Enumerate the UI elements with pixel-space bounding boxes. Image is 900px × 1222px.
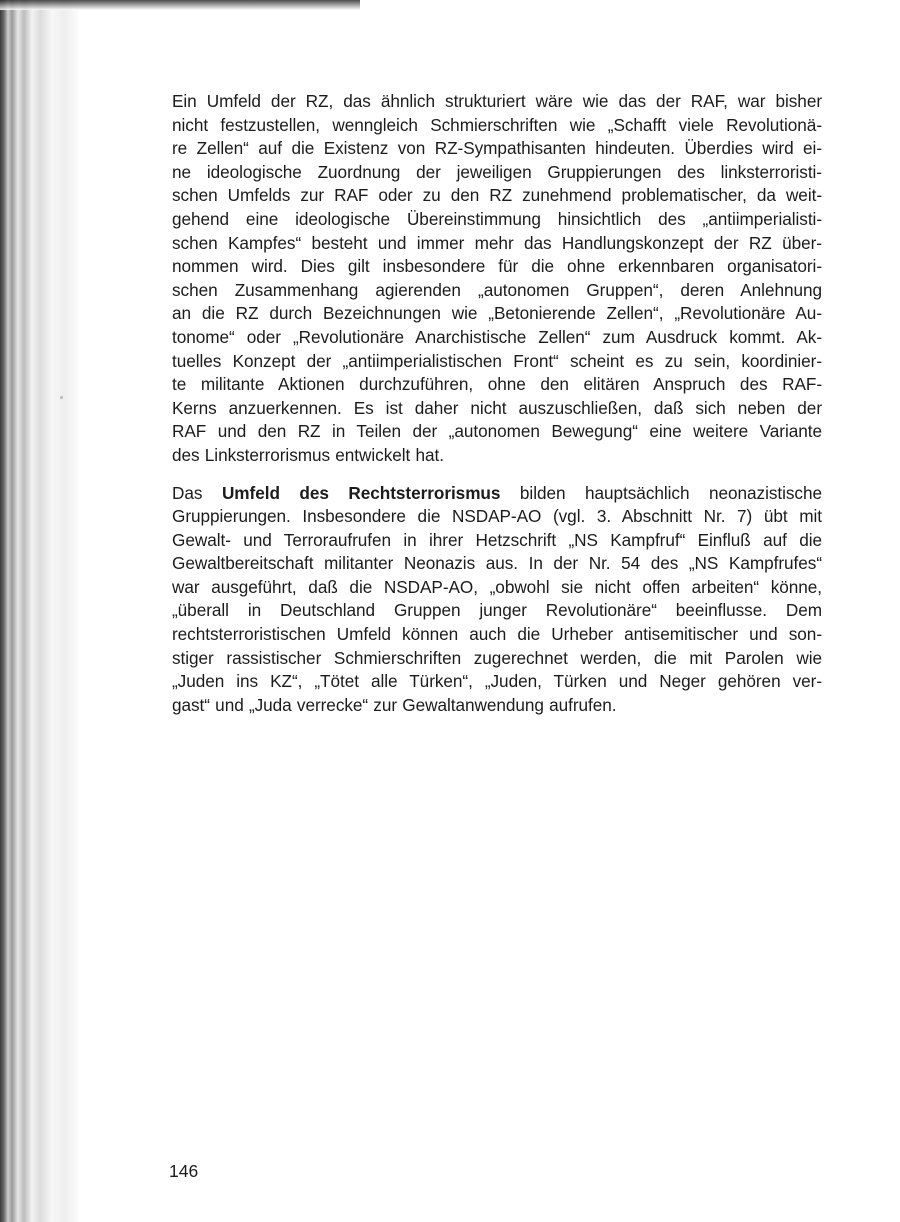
- text-line: Ein Umfeld der RZ, das ähnlich strukturiert wäre wie das der RAF, war bisher: [172, 91, 822, 111]
- text-line: des Linksterrorismus entwickelt hat.: [172, 444, 444, 465]
- text-line: Gewalt- und Terroraufrufen in ihrer Hetzschrift „NS Kampfruf“ Einfluß auf die: [172, 529, 822, 550]
- page-body: [172, 90, 822, 717]
- text-line: tonome“ oder „Revolutionäre Anarchistische Zellen“ zum Ausdruck kommt. Ak-: [172, 326, 822, 347]
- scan-top-edge: [0, 0, 360, 10]
- text-line: RAF und den RZ in Teilen der „autonomen Bewegung“ eine weitere Variante: [172, 421, 822, 442]
- text-line: tuelles Konzept der „antiimperialistischen Front“ scheint es zu sein, koordinier-: [172, 350, 822, 371]
- text-line: gehend eine ideologische Übereinstimmung hinsichtlich des „antiimperialisti-: [172, 208, 822, 229]
- inline-text: bilden hauptsächlich neonazistische: [500, 482, 822, 503]
- text-line: gast“ und „Juda verrecke“ zur Gewaltanwendung aufrufen.: [172, 694, 617, 715]
- text-line: „überall in Deutschland Gruppen junger Revolutionäre“ beeinflusse. Dem: [172, 600, 822, 621]
- text-line: ne ideologische Zuordnung der jeweiligen Gruppierungen des linksterroristi-: [172, 161, 822, 182]
- text-line: „Juden ins KZ“, „Tötet alle Türken“, „Juden, Türken und Neger gehören ver-: [172, 671, 822, 692]
- text-line: nicht festzustellen, wenngleich Schmierschriften wie „Schafft viele Revolutionä-: [172, 114, 822, 135]
- inline-bold-term: Umfeld des Rechtsterrorismus: [221, 482, 501, 503]
- scan-speck: [60, 396, 63, 399]
- text-line: nommen wird. Dies gilt insbesondere für die ohne erkennbaren organisatori-: [172, 256, 822, 277]
- text-line: Gruppierungen. Insbesondere die NSDAP-AO (vgl. 3. Abschnitt Nr. 7) übt mit: [172, 506, 822, 527]
- page-number: 146: [169, 1161, 199, 1181]
- text-line: Gewaltbereitschaft militanter Neonazis aus. In der Nr. 54 des „NS Kampfrufes“: [172, 553, 822, 574]
- inline-text: Das: [172, 482, 222, 503]
- text-line: rechtsterroristischen Umfeld können auch die Urheber antisemitischer und son-: [172, 624, 822, 645]
- text-line: re Zellen“ auf die Existenz von RZ-Sympathisanten hindeuten. Überdies wird ei-: [172, 138, 822, 159]
- text-line: war ausgeführt, daß die NSDAP-AO, „obwohl sie nicht offen arbeiten“ könne,: [172, 576, 822, 597]
- text-line-with-heading: [172, 482, 822, 506]
- text-line: schen Kampfes“ besteht und immer mehr das Handlungskonzept der RZ über-: [172, 232, 822, 253]
- paragraph-left-terror-environment: [172, 90, 822, 468]
- text-line: Kerns anzuerkennen. Es ist daher nicht auszuschließen, daß sich neben der: [172, 397, 822, 418]
- scan-binding-edge: [0, 0, 78, 1222]
- text-line: te militante Aktionen durchzuführen, ohne den elitären Anspruch des RAF-: [172, 374, 822, 395]
- paragraph-right-terror-environment: [172, 482, 822, 718]
- text-line: stiger rassistischer Schmierschriften zugerechnet werden, die mit Parolen wie: [172, 647, 822, 668]
- text-line: schen Zusammenhang agierenden „autonomen Gruppen“, deren Anlehnung: [172, 279, 822, 300]
- text-line: an die RZ durch Bezeichnungen wie „Betonierende Zellen“, „Revolutionäre Au-: [172, 303, 822, 324]
- text-line: schen Umfelds zur RAF oder zu den RZ zunehmend problematischer, da weit-: [172, 185, 822, 206]
